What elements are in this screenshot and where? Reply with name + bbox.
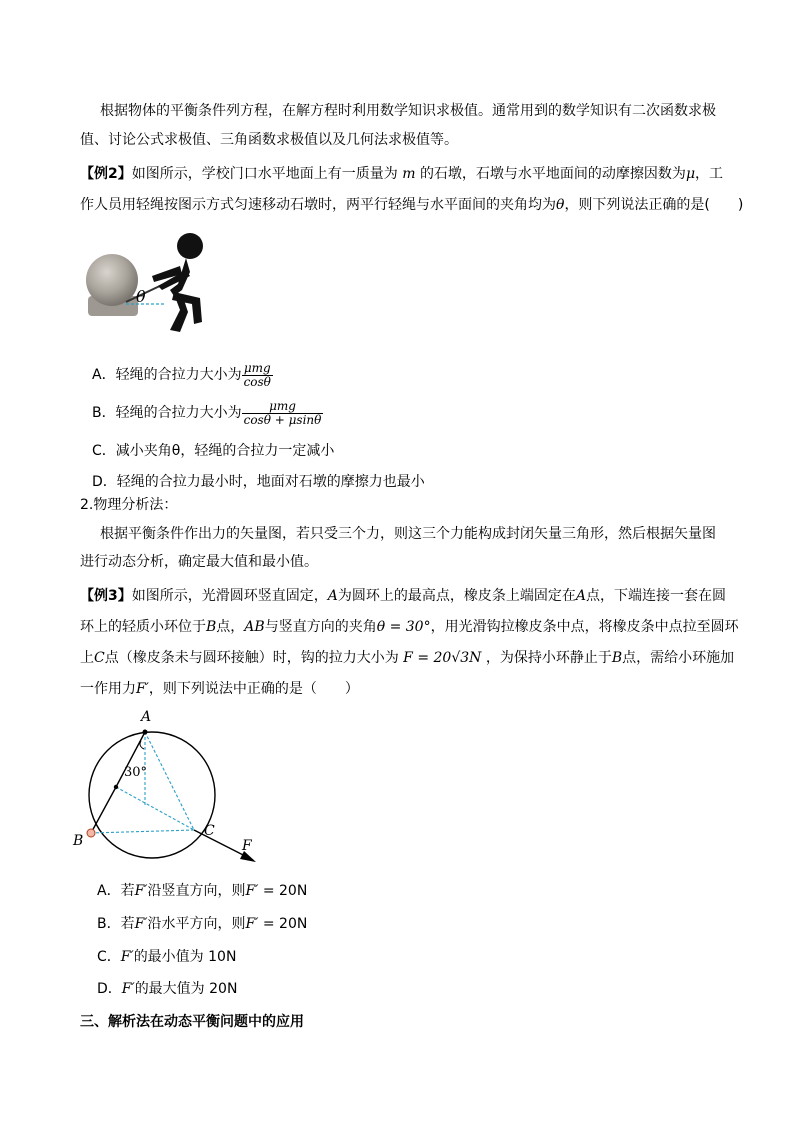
example2-tag: 【例2】 <box>80 166 132 182</box>
option-a-fraction: $\frac{\text{μmg}}{\cos\theta}$ <box>243 360 271 389</box>
midpoint <box>114 785 118 789</box>
ex3-option-a: A．若F′沿竖直方向，则F′ = 20N <box>97 883 308 899</box>
example3-line-4: 一作用力F′，则下列说法中正确的是（ ） <box>80 681 359 697</box>
angle-arc <box>140 741 144 749</box>
label-f: F <box>242 838 252 854</box>
label-a: A <box>141 709 152 725</box>
option-a: A．轻绳的合拉力大小为 $\frac{\text{μmg}}{\cos\theta}$ <box>92 360 271 389</box>
ex3-option-b: B．若F′沿水平方向，则F′ = 20N <box>97 916 308 932</box>
figure-head <box>177 233 203 259</box>
section3-heading: 三、解析法在动态平衡问题中的应用 <box>80 1014 304 1030</box>
ex3-option-d: D．F′的最大值为 20N <box>97 981 238 997</box>
point-a <box>143 730 148 735</box>
small-ring-b <box>87 829 95 837</box>
rubber-band-lower <box>91 787 116 833</box>
theta-label: θ <box>136 287 146 306</box>
option-c: C．减小夹角θ，轻绳的合拉力一定减小 <box>92 443 335 459</box>
label-c: C <box>204 823 215 839</box>
section2-line-2: 进行动态分析，确定最大值和最小值。 <box>80 554 318 570</box>
example3-line-3: 上C点（橡皮条未与圆环接触）时，钩的拉力大小为 F = 20√3N ，为保持小环静止于B点，需给小环施加 <box>80 650 735 666</box>
intro-line-1: 根据物体的平衡条件列方程，在解方程时利用数学知识求极值。通常用到的数学知识有二次函数求极 <box>100 103 716 119</box>
label-b: B <box>73 833 84 849</box>
example3-line-1: 【例3】如图所示，光滑圆环竖直固定，A为圆环上的最高点，橡皮条上端固定在A点，下端连接一套在圆 <box>80 588 726 604</box>
ring <box>89 732 215 858</box>
ring-figure <box>68 705 268 865</box>
intro-line-2: 值、讨论公式求极值、三角函数求极值以及几何法求极值等。 <box>80 132 458 148</box>
option-b: B．轻绳的合拉力大小为 $\frac{\text{μmg}}{\cos\theta + \mu\sin\theta}$ <box>92 398 322 427</box>
dashed-ac <box>145 732 194 830</box>
section2-heading: 2.物理分析法： <box>80 497 178 513</box>
section2-line-1: 根据平衡条件作出力的矢量图，若只受三个力，则这三个力能构成封闭矢量三角形，然后根据矢量图 <box>100 526 716 542</box>
option-d: D．轻绳的合拉力最小时，地面对石墩的摩擦力也最小 <box>92 474 425 490</box>
stone-ball <box>86 254 138 306</box>
example2-line-1: 【例2】如图所示，学校门口水平地面上有一质量为 m 的石墩，石墩与水平地面间的动摩擦因数为μ，工 <box>80 166 724 182</box>
option-b-fraction: $\frac{\text{μmg}}{\cos\theta + \mu\sin\theta}$ <box>243 398 322 427</box>
ex3-option-c: C．F′的最小值为 10N <box>97 949 237 965</box>
stone-pier-figure <box>82 232 222 337</box>
example2-line-2: 作人员用轻绳按图示方式匀速移动石墩时，两平行轻绳与水平面间的夹角均为θ，则下列说法正确的是( ) <box>80 197 744 213</box>
example3-tag: 【例3】 <box>80 588 132 604</box>
dashed-mid-c <box>116 787 194 830</box>
example3-line-2: 环上的轻质小环位于B点，AB与竖直方向的夹角θ = 30°，用光滑钩拉橡皮条中点，将橡皮条中点拉至圆环 <box>80 619 739 635</box>
angle-label: 30° <box>124 765 148 780</box>
dashed-bc <box>91 830 194 833</box>
